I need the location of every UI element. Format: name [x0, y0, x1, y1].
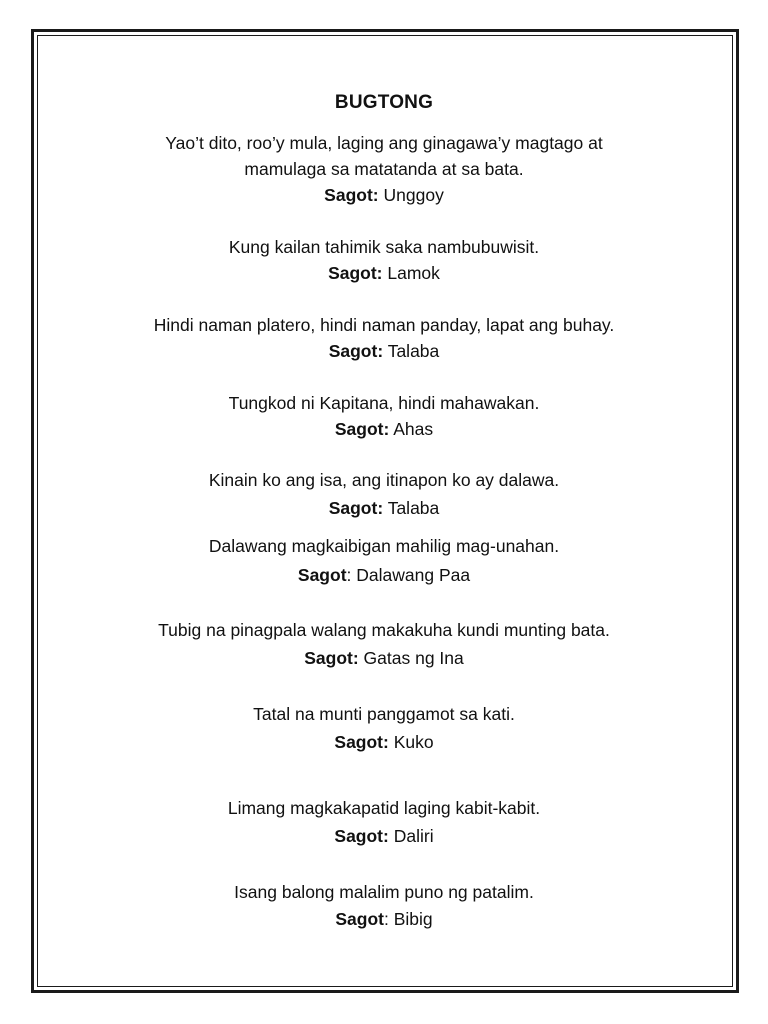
riddle-3-answer [60, 338, 708, 364]
answer-label: Sagot: [324, 185, 379, 205]
riddle-3-question: Hindi naman platero, hindi naman panday, lapat ang buhay. [153, 315, 615, 335]
answer-label: Sagot: [328, 498, 384, 518]
answer-text: : Dalawang Paa [346, 565, 471, 585]
answer-text: Gatas ng Ina [363, 648, 464, 668]
riddle-2-answer [60, 260, 708, 286]
answer-text: Talaba [387, 498, 440, 518]
riddle-7-answer [60, 645, 708, 671]
answer-text: Talaba [387, 341, 440, 361]
riddle-1-question-line-1: Yao’t dito, roo’y mula, laging ang ginagawa’y magtago at [165, 133, 603, 153]
riddle-1-answer [60, 182, 708, 208]
riddle-8-question: Tatal na munti panggamot sa kati. [253, 704, 515, 724]
riddle-10-answer [60, 906, 708, 932]
answer-text: Kuko [393, 732, 434, 752]
riddle-1-question-line-2: mamulaga sa matatanda at sa bata. [244, 159, 524, 179]
riddle-5-question: Kinain ko ang isa, ang itinapon ko ay dalawa. [208, 470, 560, 490]
answer-label: Sagot: [334, 419, 390, 439]
answer-label: Sagot [297, 565, 347, 585]
answer-label: Sagot: [334, 732, 389, 752]
answer-text: Ahas [393, 419, 434, 439]
riddle-9-question: Limang magkakapatid laging kabit-kabit. [227, 798, 541, 818]
riddle-9-answer [60, 823, 708, 849]
document-title: BUGTONG [334, 92, 434, 113]
answer-text: Daliri [393, 826, 434, 846]
answer-label: Sagot: [328, 263, 383, 283]
answer-label: Sagot [335, 909, 384, 929]
answer-text: Unggoy [383, 185, 444, 205]
answer-label: Sagot: [334, 826, 389, 846]
riddle-4-answer [60, 416, 708, 442]
riddle-6-answer [60, 562, 708, 588]
riddle-10-question: Isang balong malalim puno ng patalim. [234, 882, 534, 902]
answer-text: : Bibig [383, 909, 433, 929]
answer-text: Lamok [387, 263, 440, 283]
riddle-8-answer [60, 729, 708, 755]
riddle-6-question: Dalawang magkaibigan mahilig mag-unahan. [208, 536, 560, 556]
answer-label: Sagot: [328, 341, 384, 361]
answer-label: Sagot: [304, 648, 359, 668]
riddle-5-answer [60, 495, 708, 521]
riddle-7-question: Tubig na pinagpala walang makakuha kundi munting bata. [158, 620, 610, 640]
riddle-2-question: Kung kailan tahimik saka nambubuwisit. [228, 237, 540, 257]
riddle-4-question: Tungkod ni Kapitana, hindi mahawakan. [228, 393, 540, 413]
